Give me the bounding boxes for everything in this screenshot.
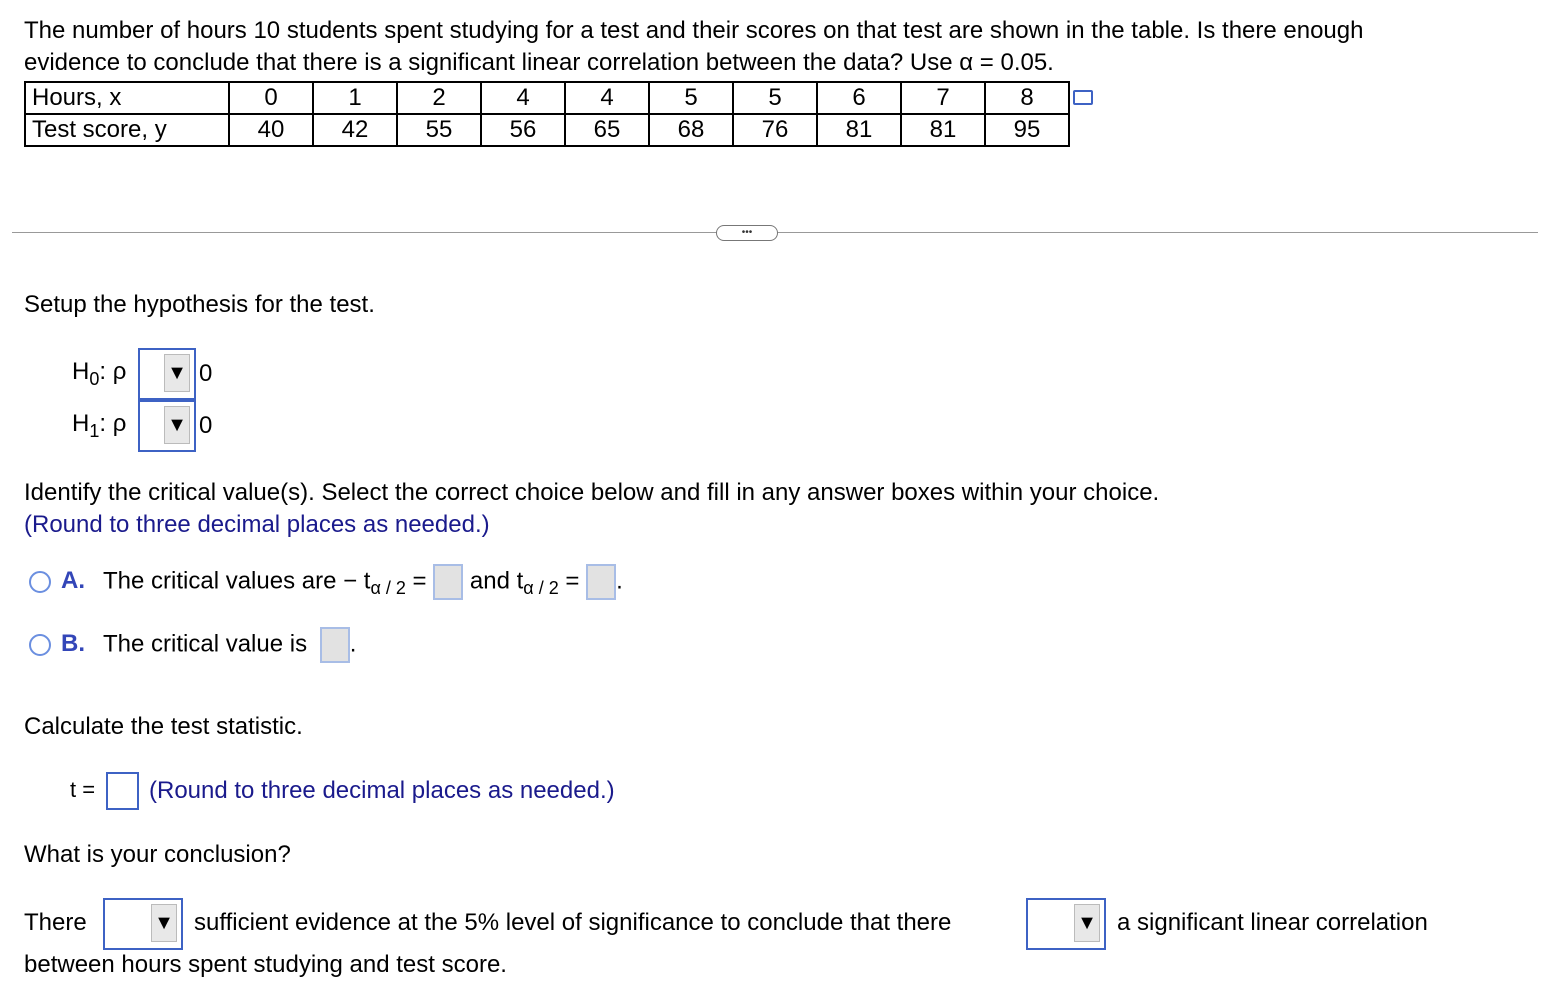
chevron-down-icon: ▼: [1074, 904, 1100, 942]
choice-a[interactable]: [29, 564, 623, 600]
cell: 7: [901, 82, 985, 114]
question-line2: evidence to conclude that there is a significant linear correlation between the data? Use α = 0.05.: [24, 49, 1054, 76]
cell: 0: [229, 82, 313, 114]
cell: 2: [397, 82, 481, 114]
period: .: [349, 630, 357, 658]
cell: 40: [229, 114, 313, 146]
statistic-hint: (Round to three decimal places as needed.): [149, 777, 615, 804]
cell: 95: [985, 114, 1069, 146]
copy-table-icon[interactable]: [1073, 90, 1093, 105]
choice-b-text: The critical value is: [103, 630, 308, 658]
table-row-y: [25, 114, 1069, 146]
evidence-dropdown[interactable]: [103, 898, 183, 950]
conclusion-middle: sufficient evidence at the 5% level of significance to conclude that there: [194, 909, 952, 936]
h1-value: 0: [199, 412, 213, 439]
conclusion-prompt: What is your conclusion?: [24, 841, 291, 868]
cell: 42: [313, 114, 397, 146]
positive-critical-input[interactable]: [586, 564, 616, 600]
choice-b[interactable]: [29, 627, 356, 663]
cell: 81: [901, 114, 985, 146]
choice-a-radio[interactable]: [29, 571, 51, 593]
period: .: [616, 567, 623, 595]
cell: 4: [565, 82, 649, 114]
choice-b-label: B.: [61, 630, 85, 658]
table-row-x: [25, 82, 1069, 114]
conclusion-line2: between hours spent studying and test score.: [24, 951, 507, 978]
h0-label: $H_0$: ρ: [72, 358, 127, 389]
conclusion-there: There: [24, 909, 87, 936]
h1-operator-dropdown[interactable]: [138, 400, 196, 452]
cell: 6: [817, 82, 901, 114]
chevron-down-icon: ▼: [164, 354, 190, 392]
conclusion-end: a significant linear correlation: [1117, 909, 1428, 936]
subscript: α / 2: [523, 578, 559, 599]
choice-a-label: A.: [61, 567, 85, 595]
cell: 55: [397, 114, 481, 146]
chevron-down-icon: ▼: [151, 904, 177, 942]
setup-prompt: Setup the hypothesis for the test.: [24, 291, 375, 318]
critical-value-input[interactable]: [320, 627, 350, 663]
cell: 81: [817, 114, 901, 146]
choice-b-radio[interactable]: [29, 634, 51, 656]
cell: 8: [985, 82, 1069, 114]
data-table: [24, 81, 1070, 147]
choice-a-text: The critical values are − t: [103, 567, 371, 595]
expand-button[interactable]: •••: [716, 225, 778, 241]
equals: =: [558, 567, 580, 595]
negative-critical-input[interactable]: [433, 564, 463, 600]
cell: 56: [481, 114, 565, 146]
critical-prompt: Identify the critical value(s). Select the correct choice below and fill in any answer boxes within your choice.: [24, 479, 1160, 506]
cell: 1: [313, 82, 397, 114]
cell: 76: [733, 114, 817, 146]
statistic-prompt: Calculate the test statistic.: [24, 713, 303, 740]
cell: 68: [649, 114, 733, 146]
h0-operator-dropdown[interactable]: [138, 348, 196, 400]
t-label: t =: [70, 777, 96, 802]
test-statistic-input[interactable]: [106, 772, 139, 810]
correlation-dropdown[interactable]: [1026, 898, 1106, 950]
equals: =: [405, 567, 427, 595]
choice-a-and: and t: [469, 567, 524, 595]
question-line1: The number of hours 10 students spent studying for a test and their scores on that test are shown in the table. Is there enough: [24, 17, 1364, 44]
cell: 65: [565, 114, 649, 146]
h0-value: 0: [199, 360, 213, 387]
cell: 5: [649, 82, 733, 114]
cell: 5: [733, 82, 817, 114]
subscript: α / 2: [370, 578, 406, 599]
row-header: Hours, x: [25, 82, 229, 114]
critical-hint: (Round to three decimal places as needed.): [24, 511, 490, 538]
row-header: Test score, y: [25, 114, 229, 146]
cell: 4: [481, 82, 565, 114]
h1-label: $H_1$: ρ: [72, 410, 127, 441]
chevron-down-icon: ▼: [164, 406, 190, 444]
